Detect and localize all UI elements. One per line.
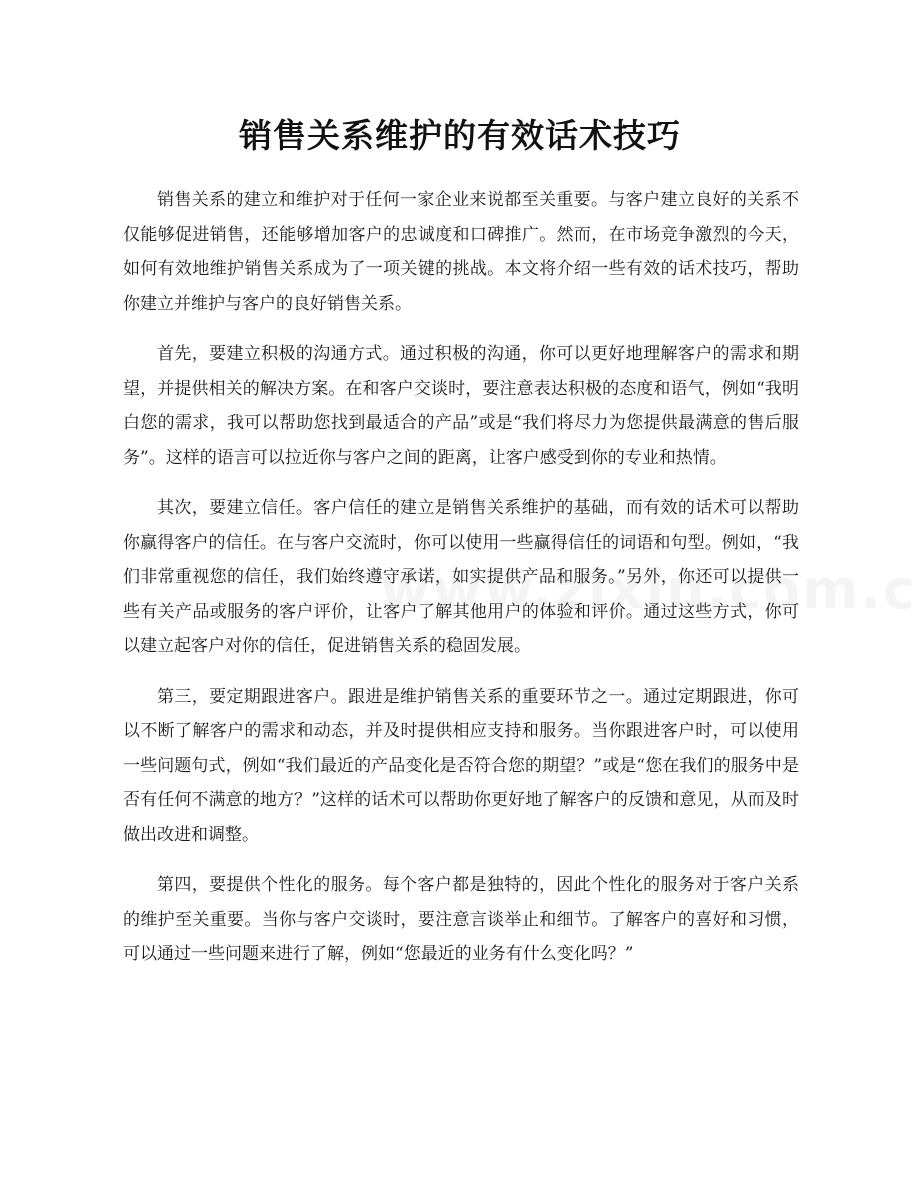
document-title: 销售关系维护的有效话术技巧 xyxy=(239,116,681,155)
document-body xyxy=(123,183,799,988)
paragraph-personalized-service: 第四，要提供个性化的服务。每个客户都是独特的，因此个性化的服务对于客户关系的维护至关重要。当你与客户交谈时，要注意言谈举止和细节。了解客户的喜好和习惯，可以通过一些问题来进行了解，例如“您最近的业务有什么变化吗？” xyxy=(123,875,799,964)
paragraph-communication: 首先，要建立积极的沟通方式。通过积极的沟通，你可以更好地理解客户的需求和期望，并提供相关的解决方案。在和客户交谈时，要注意表达积极的态度和语气，例如“我明白您的需求，我可以帮助您找到最适合的产品”或是“我们将尽力为您提供最满意的售后服务”。这样的语言可以拉近你与客户之间的距离，让客户感受到你的专业和热情。 xyxy=(123,344,799,468)
paragraph-intro: 销售关系的建立和维护对于任何一家企业来说都至关重要。与客户建立良好的关系不仅能够促进销售，还能够增加客户的忠诚度和口碑推广。然而，在市场竞争激烈的今天，如何有效地维护销售关系成为了一项关键的挑战。本文将介绍一些有效的话术技巧，帮助你建立并维护与客户的良好销售关系。 xyxy=(123,190,799,314)
paragraph-follow-up: 第三，要定期跟进客户。跟进是维护销售关系的重要环节之一。通过定期跟进，你可以不断了解客户的需求和动态，并及时提供相应支持和服务。当你跟进客户时，可以使用一些问题句式，例如“我们最近的产品变化是否符合您的期望？”或是“您在我们的服务中是否有任何不满意的地方？”这样的话术可以帮助你更好地了解客户的反馈和意见，从而及时做出改进和调整。 xyxy=(123,686,799,845)
paragraph-trust: 其次，要建立信任。客户信任的建立是销售关系维护的基础，而有效的话术可以帮助你赢得客户的信任。在与客户交流时，你可以使用一些赢得信任的词语和句型。例如，“我们非常重视您的信任，我们始终遵守承诺，如实提供产品和服务。”另外，你还可以提供一些有关产品或服务的客户评价，让客户了解其他用户的体验和评价。通过这些方式，你可以建立起客户对你的信任，促进销售关系的稳固发展。 xyxy=(123,498,799,656)
